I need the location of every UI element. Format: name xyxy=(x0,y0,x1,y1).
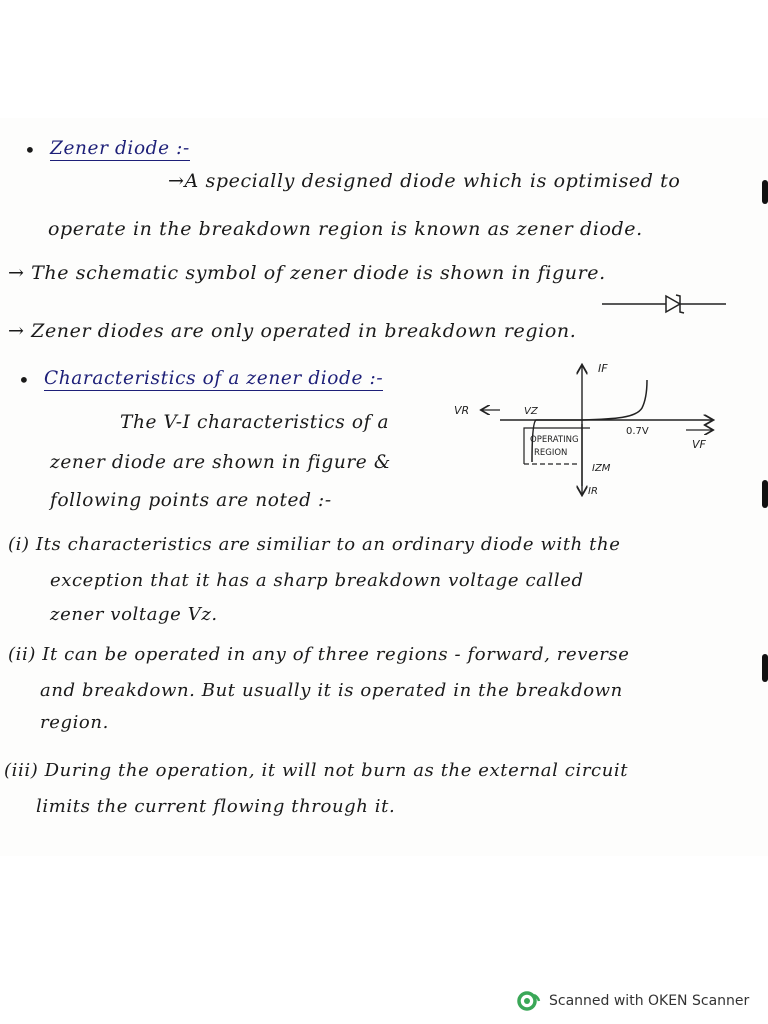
edge-mark xyxy=(762,180,768,204)
para2-line2: zener diode are shown in figure & xyxy=(50,452,391,473)
vi-characteristic-graph xyxy=(440,358,740,508)
heading-characteristics xyxy=(44,368,383,389)
para1-line1: →A specially designed diode which is optimised to xyxy=(168,170,681,192)
izm-label: IZM xyxy=(592,463,611,474)
bullet: • xyxy=(18,368,30,392)
vf-label: VF xyxy=(692,438,706,451)
point-breakdown-only: → Zener diodes are only operated in breakdown region. xyxy=(8,320,577,342)
forward-curve xyxy=(582,380,647,420)
item2-line1: (ii) It can be operated in any of three regions - forward, reverse xyxy=(8,644,630,665)
para2-line1: The V-I characteristics of a xyxy=(120,412,390,433)
zener-symbol-icon xyxy=(600,292,730,316)
item1-line3: zener voltage Vz. xyxy=(50,604,218,625)
region-line2: REGION xyxy=(534,448,568,458)
item1-line2: exception that it has a sharp breakdown voltage called xyxy=(50,570,584,591)
region-line1: OPERATING xyxy=(530,435,579,445)
if-label: IF xyxy=(598,362,608,375)
item3-line2: limits the current flowing through it. xyxy=(36,796,396,817)
edge-mark xyxy=(762,654,768,682)
vr-label: VR xyxy=(454,404,470,417)
voltage-label: 0.7V xyxy=(626,426,649,437)
para1-line2: operate in the breakdown region is known as zener diode. xyxy=(48,218,643,240)
point-schematic-symbol: → The schematic symbol of zener diode is shown in figure. xyxy=(8,262,606,284)
item1-line1: (i) Its characteristics are similiar to an ordinary diode with the xyxy=(8,534,621,555)
para2-line3: following points are noted :- xyxy=(50,490,332,511)
heading-zener-diode xyxy=(50,138,190,159)
oken-logo-icon xyxy=(517,991,541,1011)
item2-line2: and breakdown. But usually it is operated in the breakdown xyxy=(40,680,623,701)
ir-label: IR xyxy=(588,486,598,497)
bullet: • xyxy=(24,138,36,162)
scanner-watermark xyxy=(517,990,749,1012)
edge-mark xyxy=(762,480,768,508)
vz-label: VZ xyxy=(524,406,538,417)
scanner-watermark-text: Scanned with OKEN Scanner xyxy=(549,993,750,1009)
item2-line3: region. xyxy=(40,712,109,733)
heading-characteristics-text: Characteristics of a zener diode :- xyxy=(44,368,384,389)
item3-line1: (iii) During the operation, it will not burn as the external circuit xyxy=(4,760,629,781)
heading-zener-diode-text: Zener diode :- xyxy=(50,138,190,159)
